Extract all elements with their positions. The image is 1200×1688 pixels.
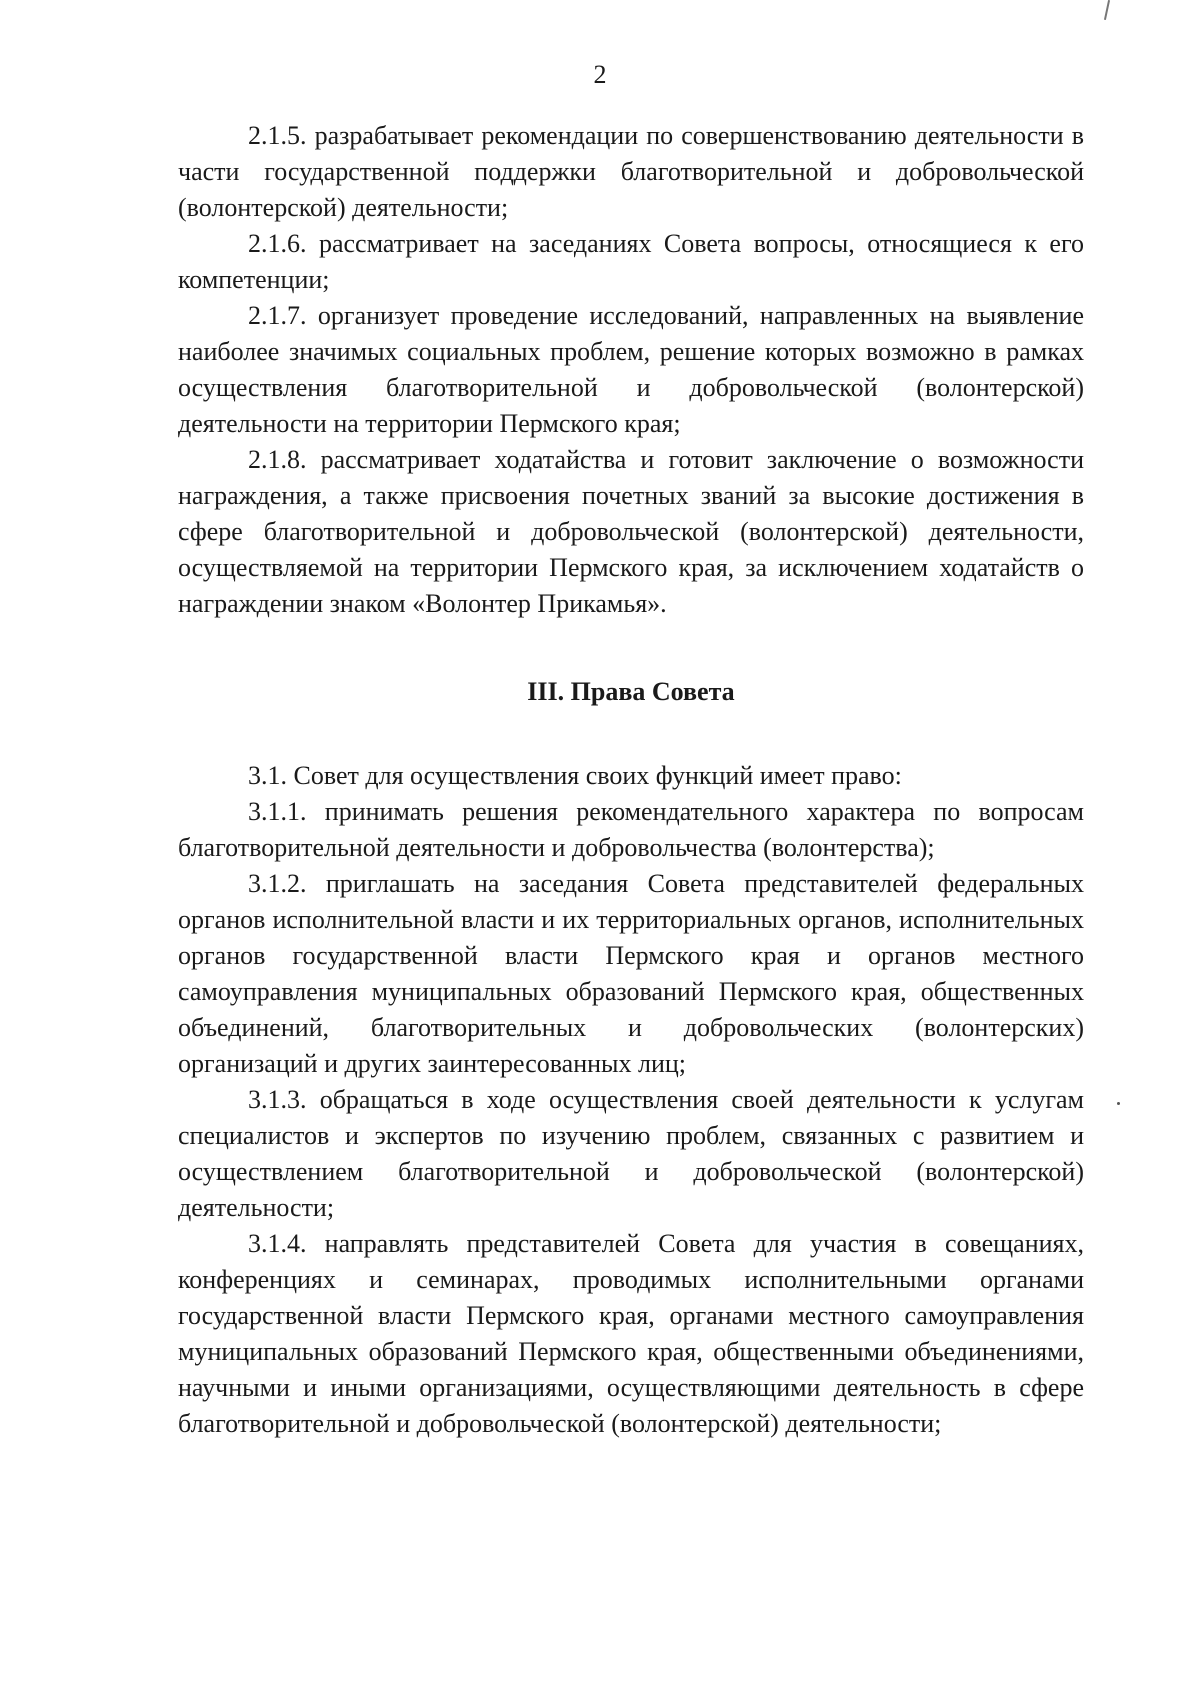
paragraph-2-1-6: 2.1.6. рассматривает на заседаниях Совета вопросы, относящиеся к его компетенции; <box>178 229 1084 294</box>
paragraph-3-1-4: 3.1.4. направлять представителей Совета для участия в совещаниях, конференциях и семинарах, проводимых исполнительными органами государственной власти Пермского края, органами местного самоуправления муниципальных образований Пермского края, общественными объединениями, научными и иными организациями, осуществляющими деятельность в сфере благотворительной и добровольческой (волонтерской) деятельности; <box>178 1229 1084 1438</box>
scan-artifact-dot <box>1117 1102 1120 1105</box>
scan-artifact-mark <box>1104 0 1110 20</box>
paragraph-3-1-2: 3.1.2. приглашать на заседания Совета представителей федеральных органов исполнительной власти и их территориальных органов, исполнительных органов государственной власти Пермского края и органов местного самоуправления муниципальных образований Пермского края, общественных объединений, благотворительных и добровольческих (волонтерских) организаций и других заинтересованных лиц; <box>178 869 1084 1078</box>
paragraph-3-1-1: 3.1.1. принимать решения рекомендательного характера по вопросам благотворительной деятельности и добровольчества (волонтерства); <box>178 797 1084 862</box>
paragraph-2-1-7: 2.1.7. организует проведение исследований, направленных на выявление наиболее значимых социальных проблем, решение которых возможно в рамках осуществления благотворительной и добровольческой (волонтерской) деятельности на территории Пермского края; <box>178 301 1084 438</box>
paragraph-3-1: 3.1. Совет для осуществления своих функций имеет право: <box>248 761 902 790</box>
section-heading: III. Права Совета <box>527 677 735 706</box>
paragraph-3-1-3: 3.1.3. обращаться в ходе осуществления своей деятельности к услугам специалистов и экспертов по изучению проблем, связанных с развитием и осуществлением благотворительной и добровольческой (волонтерской) деятельности; <box>178 1085 1084 1222</box>
paragraph-2-1-5: 2.1.5. разрабатывает рекомендации по совершенствованию деятельности в части государственной поддержки благотворительной и добровольческой (волонтерской) деятельности; <box>178 121 1084 222</box>
page-number: 2 <box>593 60 607 89</box>
paragraph-2-1-8: 2.1.8. рассматривает ходатайства и готовит заключение о возможности награждения, а также присвоения почетных званий за высокие достижения в сфере благотворительной и добровольческой (волонтерской) деятельности, осуществляемой на территории Пермского края, за исключением ходатайств о награждении знаком «Волонтер Прикамья». <box>178 445 1084 618</box>
document-body <box>178 118 1084 1442</box>
